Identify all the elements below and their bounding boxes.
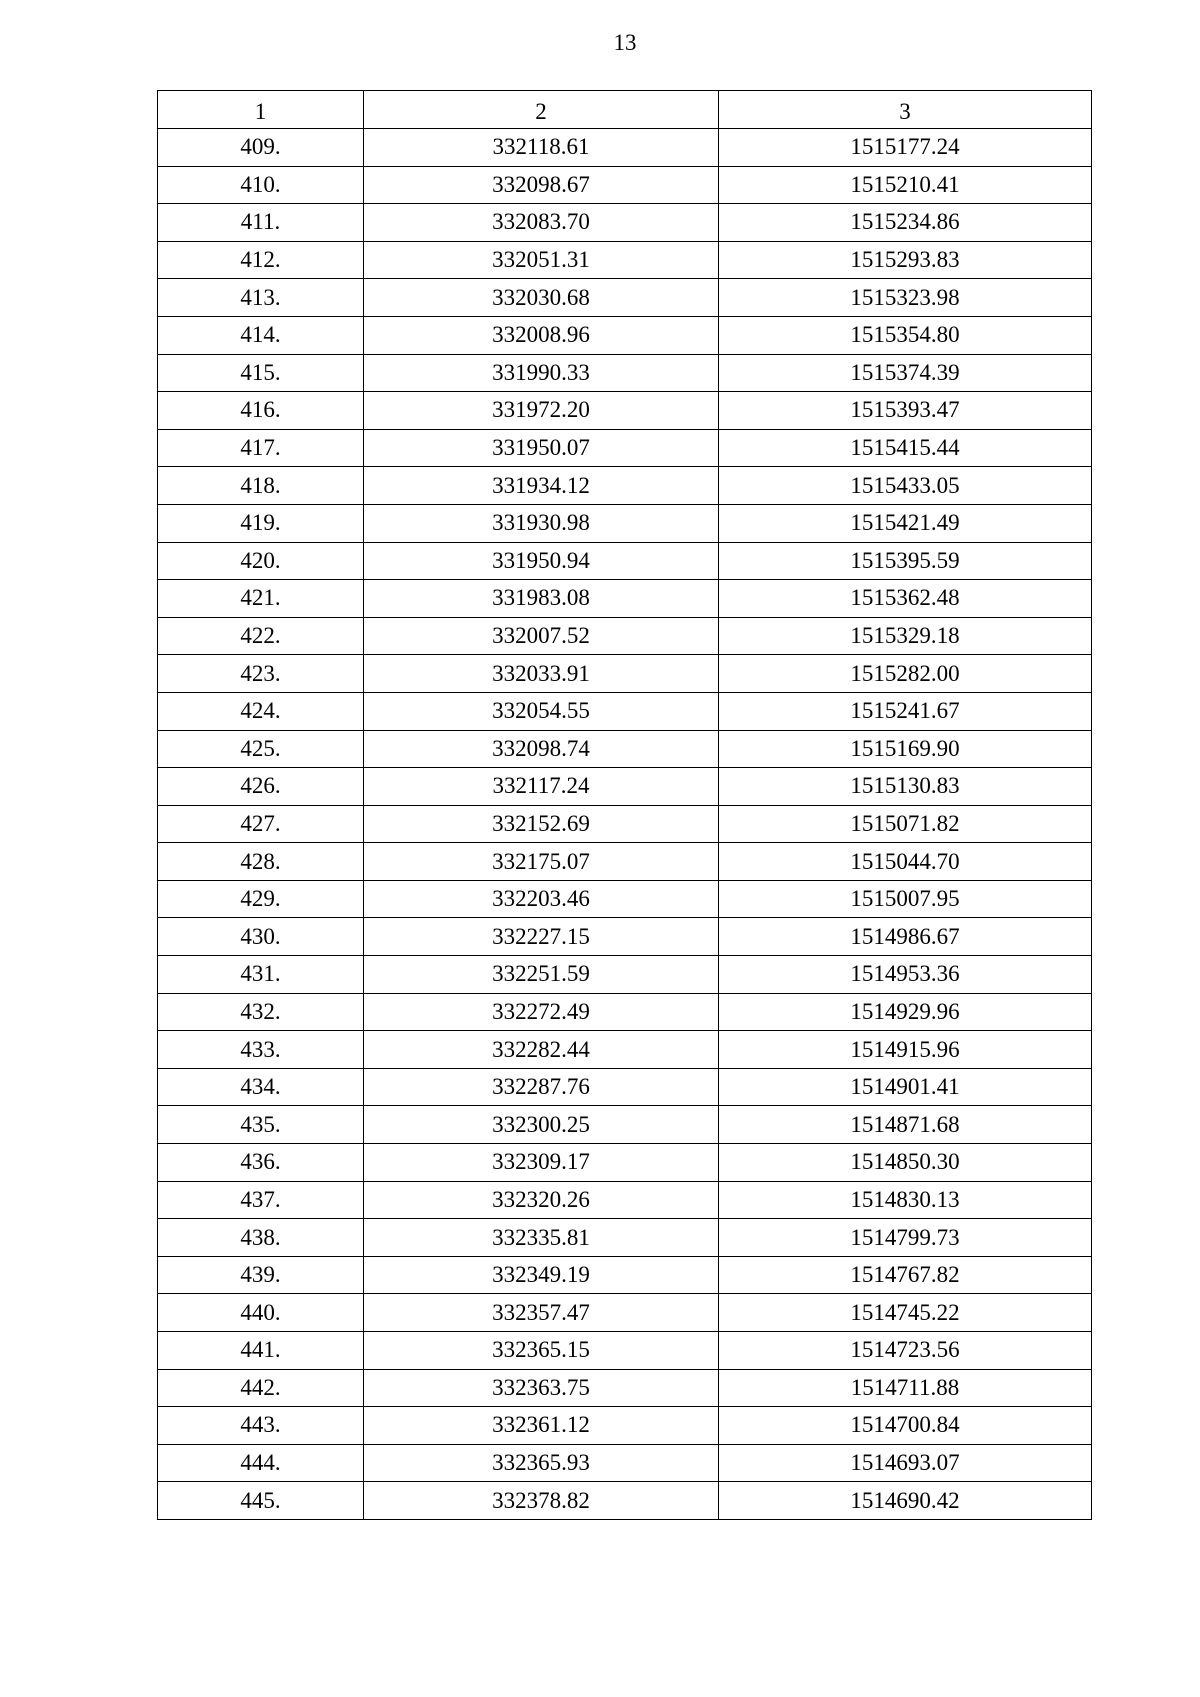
table-row xyxy=(158,429,1092,467)
table-row xyxy=(158,204,1092,242)
y-coordinate-cell: 1515007.95 xyxy=(719,880,1092,918)
table-row xyxy=(158,1181,1092,1219)
coordinates-table xyxy=(157,90,1092,1520)
x-coordinate-cell: 331972.20 xyxy=(364,392,719,430)
table-row xyxy=(158,768,1092,806)
page-number: 13 xyxy=(613,30,637,55)
header-row xyxy=(158,91,1092,129)
x-coordinate-cell: 332357.47 xyxy=(364,1294,719,1332)
x-coordinate-cell: 331983.08 xyxy=(364,580,719,618)
point-number-cell: 425. xyxy=(158,730,364,768)
table-row xyxy=(158,1219,1092,1257)
x-coordinate-cell: 332007.52 xyxy=(364,617,719,655)
x-coordinate-cell: 332287.76 xyxy=(364,1068,719,1106)
y-coordinate-cell: 1514929.96 xyxy=(719,993,1092,1031)
y-coordinate-cell: 1515415.44 xyxy=(719,429,1092,467)
point-number-cell: 440. xyxy=(158,1294,364,1332)
x-coordinate-cell: 332363.75 xyxy=(364,1369,719,1407)
x-coordinate-cell: 332349.19 xyxy=(364,1256,719,1294)
table-row xyxy=(158,392,1092,430)
point-number-cell: 411. xyxy=(158,204,364,242)
x-coordinate-cell: 332365.93 xyxy=(364,1444,719,1482)
y-coordinate-cell: 1514850.30 xyxy=(719,1144,1092,1182)
point-number-cell: 445. xyxy=(158,1482,364,1520)
point-number-cell: 428. xyxy=(158,843,364,881)
x-coordinate-cell: 332272.49 xyxy=(364,993,719,1031)
point-number-cell: 441. xyxy=(158,1332,364,1370)
table-row xyxy=(158,1444,1092,1482)
table-row xyxy=(158,617,1092,655)
table-row xyxy=(158,880,1092,918)
point-number-cell: 414. xyxy=(158,316,364,354)
x-coordinate-cell: 332361.12 xyxy=(364,1407,719,1445)
y-coordinate-cell: 1514745.22 xyxy=(719,1294,1092,1332)
y-coordinate-cell: 1515329.18 xyxy=(719,617,1092,655)
x-coordinate-cell: 332365.15 xyxy=(364,1332,719,1370)
x-coordinate-cell: 332030.68 xyxy=(364,279,719,317)
table-row xyxy=(158,805,1092,843)
table-row xyxy=(158,1106,1092,1144)
point-number-cell: 418. xyxy=(158,467,364,505)
y-coordinate-cell: 1514690.42 xyxy=(719,1482,1092,1520)
x-coordinate-cell: 332203.46 xyxy=(364,880,719,918)
point-number-cell: 421. xyxy=(158,580,364,618)
table-row xyxy=(158,467,1092,505)
point-number-cell: 429. xyxy=(158,880,364,918)
table-row xyxy=(158,1407,1092,1445)
table-row xyxy=(158,1332,1092,1370)
x-coordinate-cell: 332251.59 xyxy=(364,956,719,994)
point-number-cell: 432. xyxy=(158,993,364,1031)
y-coordinate-cell: 1515130.83 xyxy=(719,768,1092,806)
point-number-cell: 435. xyxy=(158,1106,364,1144)
x-coordinate-cell: 331934.12 xyxy=(364,467,719,505)
y-coordinate-cell: 1514986.67 xyxy=(719,918,1092,956)
y-coordinate-cell: 1514700.84 xyxy=(719,1407,1092,1445)
x-coordinate-cell: 332335.81 xyxy=(364,1219,719,1257)
point-number-cell: 439. xyxy=(158,1256,364,1294)
y-coordinate-cell: 1514901.41 xyxy=(719,1068,1092,1106)
x-coordinate-cell: 332054.55 xyxy=(364,692,719,730)
point-number-cell: 413. xyxy=(158,279,364,317)
table-row xyxy=(158,1256,1092,1294)
table-row xyxy=(158,993,1092,1031)
x-coordinate-cell: 332227.15 xyxy=(364,918,719,956)
table-row xyxy=(158,129,1092,167)
y-coordinate-cell: 1515293.83 xyxy=(719,241,1092,279)
table-row xyxy=(158,354,1092,392)
table-row xyxy=(158,166,1092,204)
x-coordinate-cell: 332098.74 xyxy=(364,730,719,768)
point-number-cell: 433. xyxy=(158,1031,364,1069)
y-coordinate-cell: 1514871.68 xyxy=(719,1106,1092,1144)
point-number-cell: 416. xyxy=(158,392,364,430)
y-coordinate-cell: 1515354.80 xyxy=(719,316,1092,354)
y-coordinate-cell: 1515421.49 xyxy=(719,504,1092,542)
point-number-cell: 434. xyxy=(158,1068,364,1106)
y-coordinate-cell: 1515241.67 xyxy=(719,692,1092,730)
point-number-cell: 410. xyxy=(158,166,364,204)
x-coordinate-cell: 331930.98 xyxy=(364,504,719,542)
y-coordinate-cell: 1515374.39 xyxy=(719,354,1092,392)
y-coordinate-cell: 1514711.88 xyxy=(719,1369,1092,1407)
point-number-cell: 436. xyxy=(158,1144,364,1182)
y-coordinate-cell: 1515169.90 xyxy=(719,730,1092,768)
column-header-3: 3 xyxy=(719,91,1092,129)
column-header-2: 2 xyxy=(364,91,719,129)
y-coordinate-cell: 1515044.70 xyxy=(719,843,1092,881)
x-coordinate-cell: 331990.33 xyxy=(364,354,719,392)
table-row xyxy=(158,843,1092,881)
x-coordinate-cell: 331950.94 xyxy=(364,542,719,580)
x-coordinate-cell: 332051.31 xyxy=(364,241,719,279)
y-coordinate-cell: 1514953.36 xyxy=(719,956,1092,994)
y-coordinate-cell: 1515362.48 xyxy=(719,580,1092,618)
point-number-cell: 427. xyxy=(158,805,364,843)
y-coordinate-cell: 1515282.00 xyxy=(719,655,1092,693)
table-row xyxy=(158,692,1092,730)
point-number-cell: 437. xyxy=(158,1181,364,1219)
x-coordinate-cell: 332300.25 xyxy=(364,1106,719,1144)
y-coordinate-cell: 1514799.73 xyxy=(719,1219,1092,1257)
table-row xyxy=(158,918,1092,956)
point-number-cell: 426. xyxy=(158,768,364,806)
x-coordinate-cell: 332033.91 xyxy=(364,655,719,693)
point-number-cell: 424. xyxy=(158,692,364,730)
y-coordinate-cell: 1515323.98 xyxy=(719,279,1092,317)
table-body xyxy=(158,129,1092,1520)
x-coordinate-cell: 332008.96 xyxy=(364,316,719,354)
table-row xyxy=(158,241,1092,279)
y-coordinate-cell: 1515393.47 xyxy=(719,392,1092,430)
table-row xyxy=(158,730,1092,768)
point-number-cell: 438. xyxy=(158,1219,364,1257)
x-coordinate-cell: 332118.61 xyxy=(364,129,719,167)
y-coordinate-cell: 1514830.13 xyxy=(719,1181,1092,1219)
point-number-cell: 423. xyxy=(158,655,364,693)
x-coordinate-cell: 332175.07 xyxy=(364,843,719,881)
table-row xyxy=(158,1031,1092,1069)
table-row xyxy=(158,504,1092,542)
table-row xyxy=(158,1482,1092,1520)
point-number-cell: 444. xyxy=(158,1444,364,1482)
y-coordinate-cell: 1515177.24 xyxy=(719,129,1092,167)
y-coordinate-cell: 1515433.05 xyxy=(719,467,1092,505)
point-number-cell: 420. xyxy=(158,542,364,580)
table-row xyxy=(158,1369,1092,1407)
x-coordinate-cell: 332282.44 xyxy=(364,1031,719,1069)
x-coordinate-cell: 332309.17 xyxy=(364,1144,719,1182)
x-coordinate-cell: 332098.67 xyxy=(364,166,719,204)
table-row xyxy=(158,956,1092,994)
point-number-cell: 417. xyxy=(158,429,364,467)
x-coordinate-cell: 332152.69 xyxy=(364,805,719,843)
x-coordinate-cell: 332320.26 xyxy=(364,1181,719,1219)
y-coordinate-cell: 1514767.82 xyxy=(719,1256,1092,1294)
y-coordinate-cell: 1514723.56 xyxy=(719,1332,1092,1370)
table-row xyxy=(158,279,1092,317)
point-number-cell: 419. xyxy=(158,504,364,542)
table-row xyxy=(158,655,1092,693)
y-coordinate-cell: 1514693.07 xyxy=(719,1444,1092,1482)
column-header-1: 1 xyxy=(158,91,364,129)
table-row xyxy=(158,1068,1092,1106)
y-coordinate-cell: 1515210.41 xyxy=(719,166,1092,204)
table-row xyxy=(158,1294,1092,1332)
point-number-cell: 415. xyxy=(158,354,364,392)
y-coordinate-cell: 1515234.86 xyxy=(719,204,1092,242)
point-number-cell: 443. xyxy=(158,1407,364,1445)
table-row xyxy=(158,316,1092,354)
x-coordinate-cell: 332378.82 xyxy=(364,1482,719,1520)
table-row xyxy=(158,580,1092,618)
point-number-cell: 412. xyxy=(158,241,364,279)
x-coordinate-cell: 331950.07 xyxy=(364,429,719,467)
point-number-cell: 422. xyxy=(158,617,364,655)
y-coordinate-cell: 1514915.96 xyxy=(719,1031,1092,1069)
point-number-cell: 442. xyxy=(158,1369,364,1407)
table-header xyxy=(158,91,1092,129)
x-coordinate-cell: 332083.70 xyxy=(364,204,719,242)
y-coordinate-cell: 1515395.59 xyxy=(719,542,1092,580)
x-coordinate-cell: 332117.24 xyxy=(364,768,719,806)
point-number-cell: 431. xyxy=(158,956,364,994)
table-row xyxy=(158,542,1092,580)
point-number-cell: 409. xyxy=(158,129,364,167)
table-row xyxy=(158,1144,1092,1182)
point-number-cell: 430. xyxy=(158,918,364,956)
y-coordinate-cell: 1515071.82 xyxy=(719,805,1092,843)
